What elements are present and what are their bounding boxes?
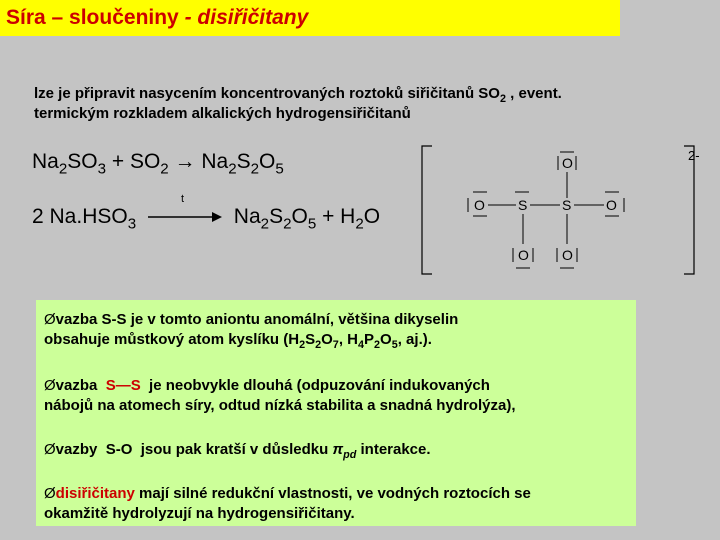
bullet-sub: 7 <box>332 338 339 351</box>
bullet-arrow-icon: Ø <box>44 377 56 394</box>
bullet-sub: 2 <box>315 338 322 351</box>
atom-o-bottom-1: O <box>518 247 529 263</box>
atom-o-right: O <box>606 197 617 213</box>
bullet-text: vazba S-S je v tomto aniontu anomální, většina dikyselin <box>55 311 459 328</box>
atom-o-left: O <box>474 197 485 213</box>
eq2-part: S <box>269 205 284 228</box>
eq2-sub: 5 <box>307 215 317 233</box>
eq1-sub: 2 <box>58 160 68 178</box>
intro-paragraph <box>34 84 714 124</box>
equation-1 <box>32 150 284 178</box>
eq1-part: → Na <box>168 150 229 173</box>
arrow-label: t <box>180 193 185 206</box>
eq1-part: S <box>236 150 251 173</box>
bullet-arrow-icon: Ø <box>44 441 56 458</box>
reaction-arrow <box>146 193 224 227</box>
title-banner <box>0 0 620 36</box>
bullet-text: interakce. <box>356 441 431 458</box>
eq1-part: + SO <box>106 150 161 173</box>
intro-line1: lze je připravit nasycením koncentrovaných roztoků siřičitanů SO <box>34 85 500 102</box>
bullet-arrow-icon: Ø <box>44 311 56 328</box>
eq1-sub: 2 <box>160 160 169 178</box>
arrow-icon <box>146 207 224 227</box>
bullet-long-bond <box>44 376 644 416</box>
bullet-text: , aj.). <box>397 331 432 348</box>
bullet-sub: 2 <box>299 338 306 351</box>
pi-symbol: π <box>332 441 344 458</box>
eq2-sub: 2 <box>260 215 270 233</box>
atom-o-top: O <box>562 155 573 171</box>
bullet-arrow-icon: Ø <box>44 485 56 502</box>
bullet-so-bond <box>44 440 644 460</box>
pi-sub: pd <box>343 448 357 461</box>
eq2-part: O <box>363 205 381 228</box>
intro-line2: termickým rozkladem alkalických hydrogensiřičitanů <box>34 105 411 122</box>
intro-line1-end: , event. <box>506 85 562 102</box>
eq1-sub: 5 <box>275 160 284 178</box>
bullet-text: je neobvykle dlouhá (odpuzování indukovaných <box>140 377 490 394</box>
bullet-highlight: disiřičitany <box>55 485 135 502</box>
atom-s2: S <box>562 197 572 213</box>
left-bracket <box>422 146 432 274</box>
bullet-sub: 5 <box>391 338 398 351</box>
bullet-text: P <box>364 331 375 348</box>
atom-s1: S <box>518 197 528 213</box>
bullet-text: vazby S-O jsou pak kratší v důsledku <box>55 441 333 458</box>
eq1-part: O <box>259 150 276 173</box>
equation-2 <box>32 193 381 233</box>
bullet-text: O <box>380 331 392 348</box>
eq1-sub: 3 <box>97 160 107 178</box>
eq2-sub: 3 <box>127 215 137 233</box>
intro-sub: 2 <box>499 92 506 105</box>
disulfite-structure <box>418 140 708 280</box>
bullet-text: , H <box>338 331 358 348</box>
eq1-part: Na <box>32 150 59 173</box>
charge-label: 2- <box>688 148 700 163</box>
eq2-part: 2 Na.HSO <box>32 205 128 228</box>
eq2-part: Na <box>233 205 261 228</box>
bullet-text: nábojů na atomech síry, odtud nízká stabilita a snadná hydrolýza), <box>44 397 516 414</box>
eq2-sub: 2 <box>355 215 364 233</box>
bullet-text: obsahuje můstkový atom kyslíku (H <box>44 331 300 348</box>
bullet-text: vazba <box>55 377 106 394</box>
bullet-sub: 4 <box>357 338 364 351</box>
bullet-text: O <box>321 331 333 348</box>
bullet-text: S <box>305 331 316 348</box>
title-subtitle: - disiřičitany <box>184 6 309 29</box>
eq2-sub: 2 <box>283 215 292 233</box>
bullet-text: okamžitě hydrolyzují na hydrogensiřičitany. <box>44 505 355 522</box>
bullet-sub: 2 <box>374 338 381 351</box>
bullet-highlight: S—S <box>105 377 141 394</box>
bullet-ss-bond <box>44 310 644 350</box>
page-title <box>6 6 308 30</box>
eq2-part: + H <box>316 205 356 228</box>
right-bracket <box>684 146 694 274</box>
eq2-part: O <box>291 205 308 228</box>
eq1-sub: 2 <box>228 160 237 178</box>
eq1-part: SO <box>67 150 98 173</box>
bullet-reducing <box>44 484 644 524</box>
title-main-text: Síra – sloučeniny <box>6 6 185 29</box>
eq1-sub: 2 <box>250 160 260 178</box>
atom-o-bottom-2: O <box>562 247 573 263</box>
bullet-text: mají silné redukční vlastnosti, ve vodných roztocích se <box>134 485 531 502</box>
